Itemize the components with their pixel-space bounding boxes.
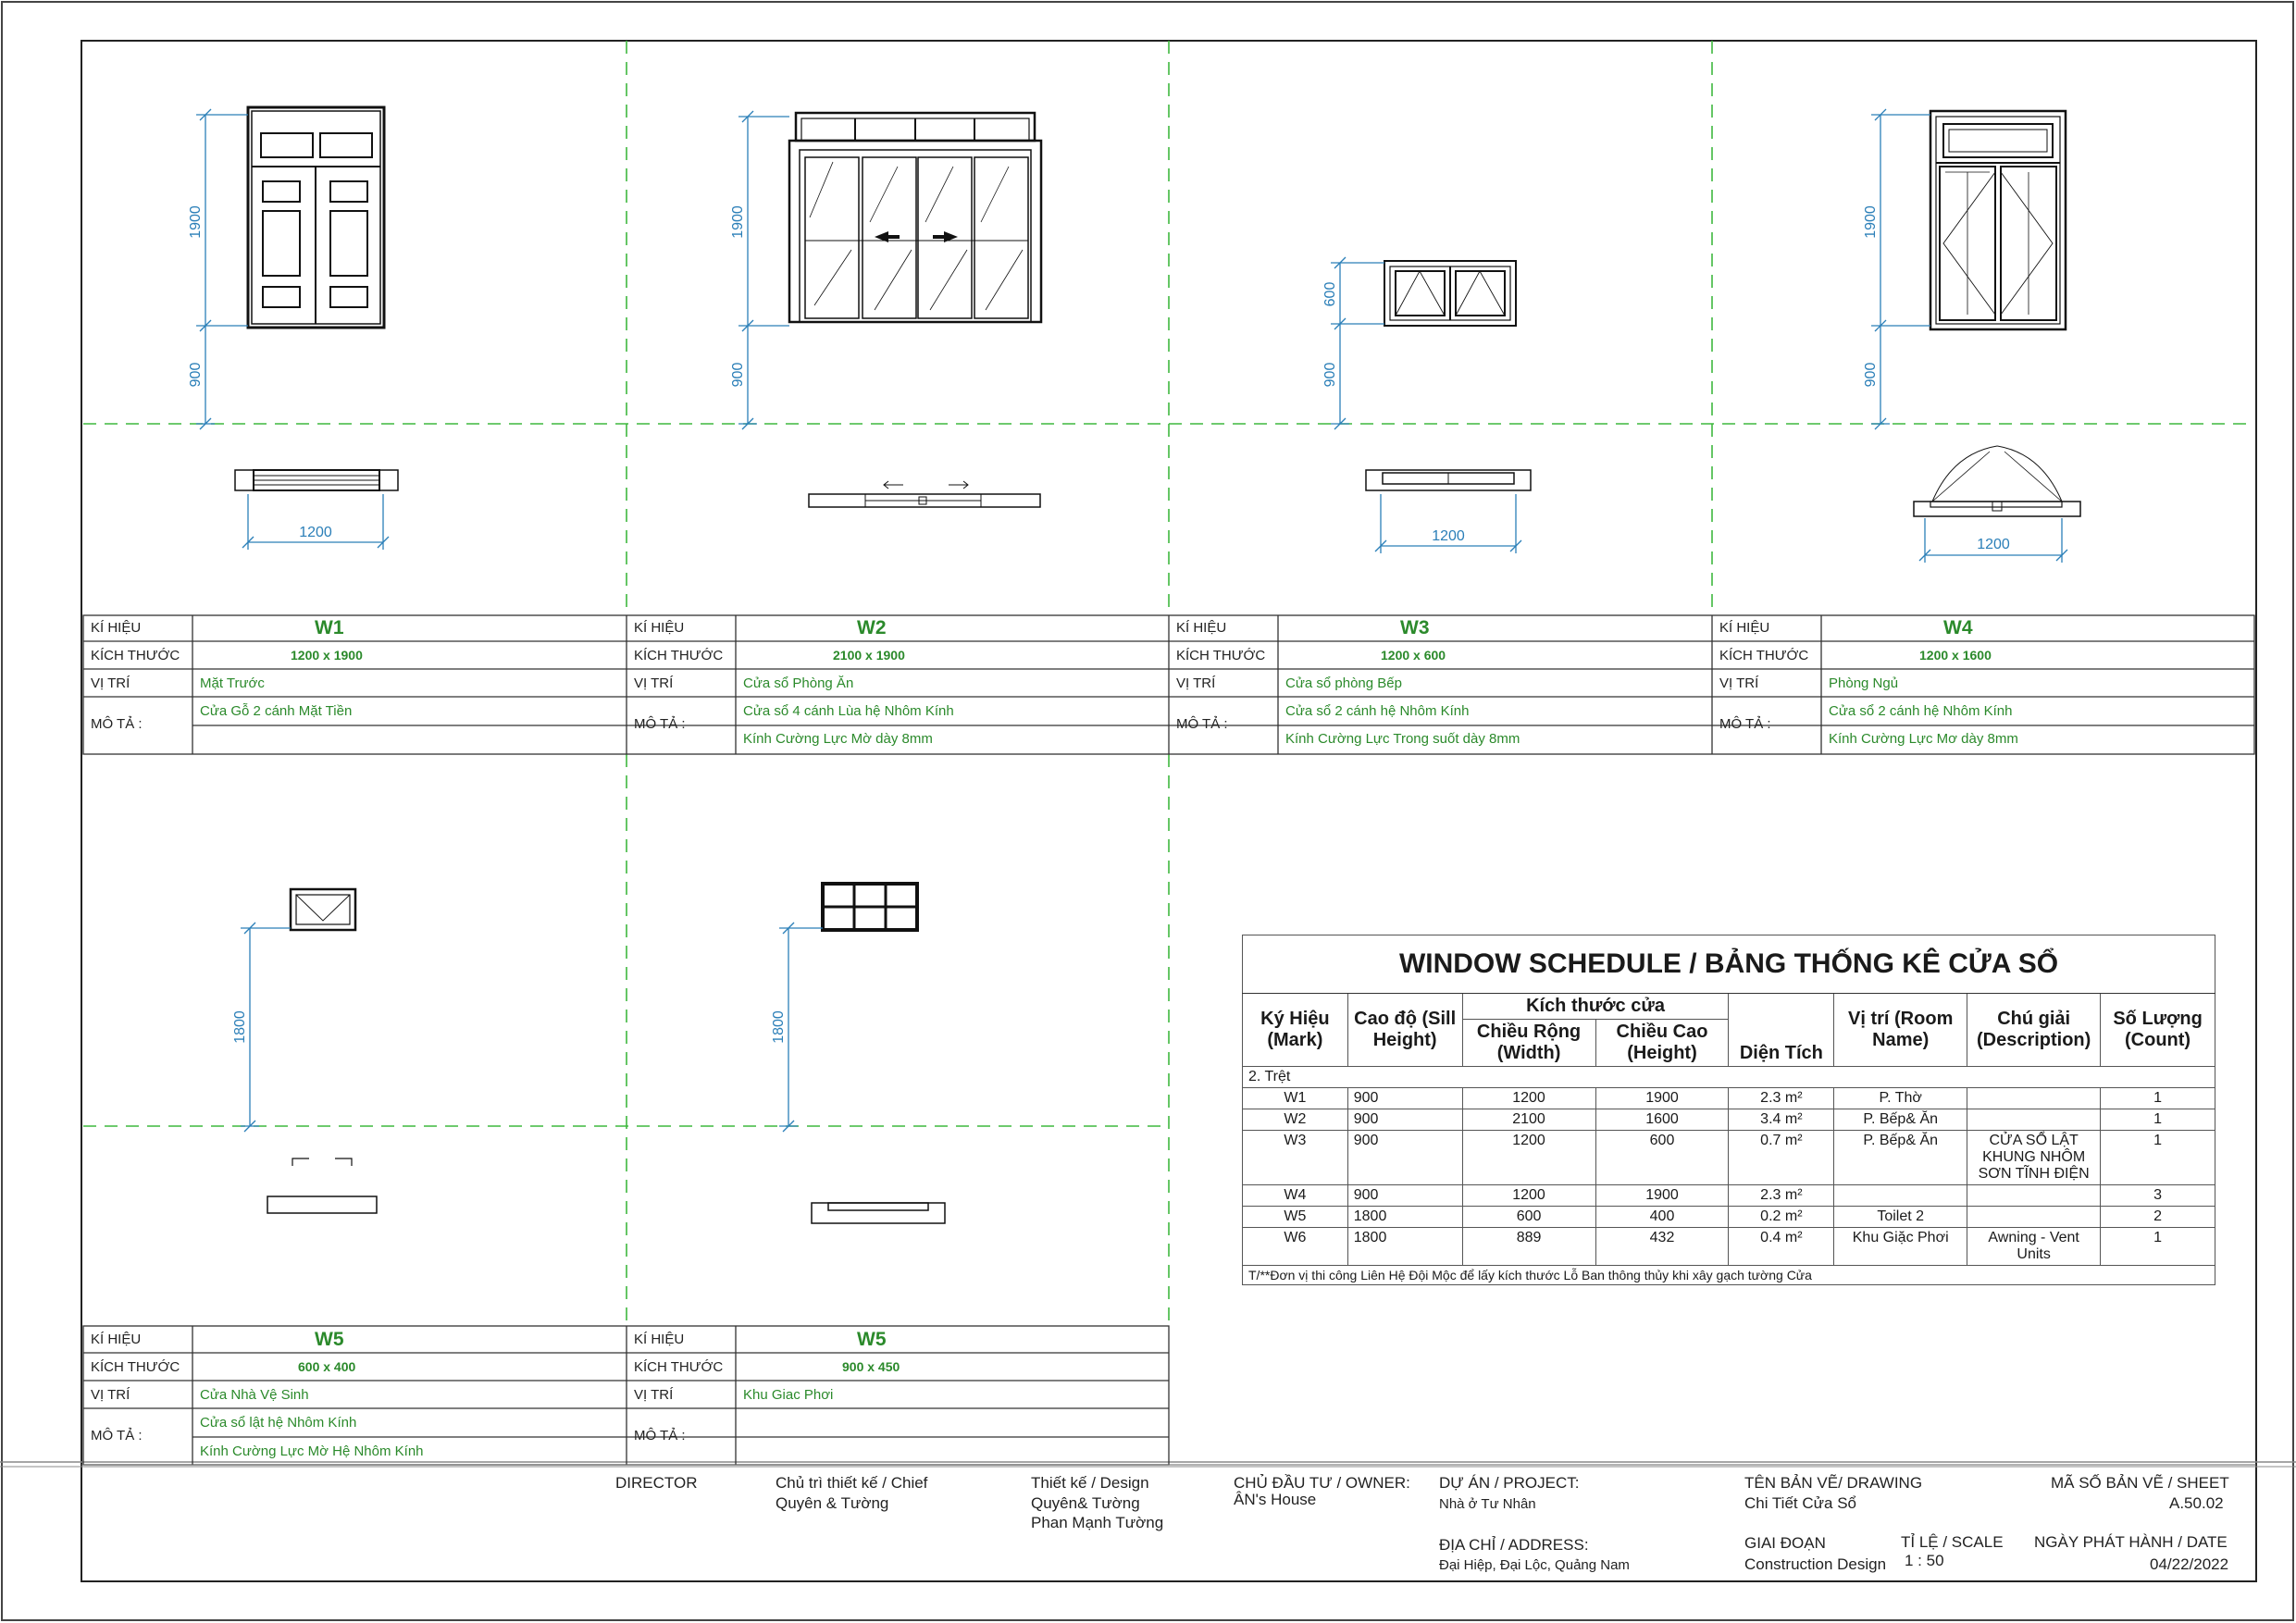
address-label: ĐỊA CHỈ / ADDRESS:	[1439, 1536, 1589, 1554]
w3-label-location: VỊ TRÍ	[1176, 675, 1216, 691]
cell-width: 889	[1462, 1228, 1595, 1266]
cell-sill: 900	[1347, 1109, 1462, 1131]
w5a-location: Cửa Nhà Vệ Sinh	[200, 1387, 309, 1403]
cell-height: 1900	[1595, 1088, 1729, 1109]
header-size-group: Kích thước cửa	[1462, 994, 1729, 1020]
cell-room: P. Bếp& Ăn	[1834, 1109, 1967, 1131]
w5a-desc1: Cửa sổ lật hệ Nhôm Kính	[200, 1415, 357, 1431]
cell-height: 400	[1595, 1207, 1729, 1228]
cell-count: 1	[2101, 1131, 2215, 1185]
w1-label-mark: KÍ HIỆU	[91, 620, 142, 636]
w5a-label-location: VỊ TRÍ	[91, 1387, 130, 1403]
w3-size: 1200 x 600	[1381, 648, 1446, 663]
w2-elevation	[789, 113, 1041, 322]
cell-area: 2.3 m²	[1729, 1088, 1834, 1109]
w3-location: Cửa sổ phòng Bếp	[1285, 675, 1402, 691]
w2-dim-sill: 900	[730, 362, 746, 388]
header-sill: Cao độ (Sill Height)	[1347, 994, 1462, 1067]
w4-dim-width: 1200	[1977, 537, 2010, 552]
owner-label: CHỦ ĐẦU TƯ / OWNER:	[1234, 1474, 1410, 1492]
cell-room: Khu Giặc Phơi	[1834, 1228, 1967, 1266]
w4-label-size: KÍCH THƯỚC	[1719, 648, 1809, 663]
w5a-elevation	[291, 889, 355, 930]
phase: Construction Design	[1744, 1555, 1887, 1573]
cell-sill: 1800	[1347, 1228, 1462, 1266]
table-row	[1243, 1109, 2215, 1131]
w2-plan	[809, 481, 1040, 507]
table-row	[1243, 1088, 2215, 1109]
w3-plan	[1366, 470, 1531, 490]
cell-width: 1200	[1462, 1131, 1595, 1185]
cell-mark: W3	[1243, 1131, 1348, 1185]
w5b-label-desc: MÔ TẢ :	[634, 1428, 686, 1443]
drawing-label: TÊN BẢN VẼ/ DRAWING	[1744, 1474, 1923, 1492]
w2-location: Cửa sổ Phòng Ăn	[743, 675, 854, 691]
schedule-title: WINDOW SCHEDULE / BẢNG THỐNG KÊ CỬA SỔ	[1243, 935, 2215, 994]
design-name-1: Quyên& Tường	[1031, 1494, 1140, 1512]
cell-mark: W5	[1243, 1207, 1348, 1228]
cell-count: 3	[2101, 1185, 2215, 1207]
cell-area: 0.4 m²	[1729, 1228, 1834, 1266]
cell-height: 1900	[1595, 1185, 1729, 1207]
w5b-label-size: KÍCH THƯỚC	[634, 1359, 724, 1375]
cell-width: 1200	[1462, 1088, 1595, 1109]
header-area: Diện Tích	[1729, 994, 1834, 1067]
cell-mark: W1	[1243, 1088, 1348, 1109]
w5b-plan	[812, 1203, 945, 1223]
w1-desc1: Cửa Gỗ 2 cánh Mặt Tiền	[200, 703, 353, 719]
schedule-note: T/**Đơn vị thi công Liên Hệ Đội Mộc để lấy kích thước Lỗ Ban thông thủy khi xây gạch tường Cửa	[1243, 1266, 2215, 1285]
w5b-mark: W5	[857, 1329, 887, 1350]
table-row	[1243, 1228, 2215, 1266]
date-label: NGÀY PHÁT HÀNH / DATE	[2034, 1533, 2228, 1551]
w3-dim-height: 600	[1322, 281, 1338, 307]
w3-desc2: Kính Cường Lực Trong suốt dày 8mm	[1285, 731, 1520, 747]
w2-label-size: KÍCH THƯỚC	[634, 648, 724, 663]
w1-label-size: KÍCH THƯỚC	[91, 648, 180, 663]
w3-label-size: KÍCH THƯỚC	[1176, 648, 1266, 663]
sheet-label: MÃ SỐ BẢN VẼ / SHEET	[2051, 1474, 2229, 1492]
w4-label-desc: MÔ TẢ :	[1719, 716, 1771, 732]
w5a-dim-sill: 1800	[232, 1010, 248, 1044]
cell-room	[1834, 1185, 1967, 1207]
w2-desc2: Kính Cường Lực Mờ dày 8mm	[743, 731, 933, 747]
cell-width: 600	[1462, 1207, 1595, 1228]
w3-mark: W3	[1400, 617, 1430, 638]
chief-label: Chủ trì thiết kế / Chief	[776, 1474, 928, 1492]
header-count: Số Lượng (Count)	[2101, 994, 2215, 1067]
cell-width: 1200	[1462, 1185, 1595, 1207]
cell-area: 0.2 m²	[1729, 1207, 1834, 1228]
address: Đại Hiệp, Đại Lộc, Quảng Nam	[1439, 1557, 1630, 1573]
w2-label-desc: MÔ TẢ :	[634, 716, 686, 732]
w4-size: 1200 x 1600	[1919, 648, 1992, 663]
w4-label-mark: KÍ HIỆU	[1719, 620, 1770, 636]
w1-dim-height: 1900	[188, 205, 204, 239]
w3-desc1: Cửa sổ 2 cánh hệ Nhôm Kính	[1285, 703, 1470, 719]
design-label: Thiết kế / Design	[1031, 1474, 1149, 1492]
w2-label-location: VỊ TRÍ	[634, 675, 674, 691]
cell-mark: W4	[1243, 1185, 1348, 1207]
cell-count: 2	[2101, 1207, 2215, 1228]
cell-area: 0.7 m²	[1729, 1131, 1834, 1185]
cell-count: 1	[2101, 1109, 2215, 1131]
chief-name: Quyên & Tường	[776, 1494, 889, 1512]
w1-location: Mặt Trước	[200, 675, 265, 691]
cell-room: Toilet 2	[1834, 1207, 1967, 1228]
cell-height: 600	[1595, 1131, 1729, 1185]
cell-desc	[1967, 1185, 2101, 1207]
w1-label-desc: MÔ TẢ :	[91, 716, 143, 732]
scale-label: TỈ LỆ / SCALE	[1901, 1533, 2004, 1551]
cell-room: P. Bếp& Ăn	[1834, 1131, 1967, 1185]
w3-label-desc: MÔ TẢ :	[1176, 716, 1228, 732]
w3-dim-width: 1200	[1432, 528, 1465, 544]
w1-dim-sill: 900	[188, 362, 204, 388]
w4-elevation	[1930, 111, 2066, 329]
table-row	[1243, 1185, 2215, 1207]
w2-mark: W2	[857, 617, 887, 638]
w5a-label-mark: KÍ HIỆU	[91, 1332, 142, 1347]
project-label: DỰ ÁN / PROJECT:	[1439, 1474, 1580, 1492]
window-schedule-table	[1242, 935, 2215, 1285]
w5a-label-desc: MÔ TẢ :	[91, 1428, 143, 1443]
w5b-dim-sill: 1800	[771, 1010, 787, 1044]
owner-name: ÂN's House	[1234, 1491, 1317, 1508]
w5a-plan	[267, 1158, 377, 1213]
w2-desc1: Cửa sổ 4 cánh Lùa hệ Nhôm Kính	[743, 703, 954, 719]
w3-elevation	[1384, 261, 1516, 326]
cell-sill: 900	[1347, 1131, 1462, 1185]
w5b-label-location: VỊ TRÍ	[634, 1387, 674, 1403]
w5b-size: 900 x 450	[842, 1359, 900, 1374]
drawing-name: Chi Tiết Cửa Sổ	[1744, 1494, 1856, 1512]
w4-dim-sill: 900	[1863, 362, 1879, 388]
header-width: Chiều Rộng (Width)	[1462, 1020, 1595, 1067]
w5b-elevation	[823, 884, 917, 930]
w2-label-mark: KÍ HIỆU	[634, 620, 685, 636]
header-mark: Ký Hiệu (Mark)	[1243, 994, 1348, 1067]
w1-size: 1200 x 1900	[291, 648, 363, 663]
cell-height: 432	[1595, 1228, 1729, 1266]
cell-mark: W2	[1243, 1109, 1348, 1131]
header-room: Vị trí (Room Name)	[1834, 994, 1967, 1067]
w5b-location: Khu Giac Phơi	[743, 1387, 834, 1403]
w4-dim-height: 1900	[1863, 205, 1879, 239]
cell-mark: W6	[1243, 1228, 1348, 1266]
phase-label: GIAI ĐOẠN	[1744, 1534, 1826, 1552]
w1-plan	[235, 470, 398, 490]
w5a-size: 600 x 400	[298, 1359, 356, 1374]
table-row	[1243, 1207, 2215, 1228]
header-desc: Chú giải (Description)	[1967, 994, 2101, 1067]
design-name-2: Phan Mạnh Tường	[1031, 1514, 1164, 1531]
w4-label-location: VỊ TRÍ	[1719, 675, 1759, 691]
w3-label-mark: KÍ HIỆU	[1176, 620, 1227, 636]
cell-width: 2100	[1462, 1109, 1595, 1131]
w4-plan	[1914, 446, 2080, 516]
cell-area: 2.3 m²	[1729, 1185, 1834, 1207]
w4-mark: W4	[1943, 617, 1973, 638]
cell-room: P. Thờ	[1834, 1088, 1967, 1109]
schedule-group-row: 2. Trệt	[1243, 1067, 2215, 1088]
w1-label-location: VỊ TRÍ	[91, 675, 130, 691]
w4-desc1: Cửa sổ 2 cánh hệ Nhôm Kính	[1829, 703, 2013, 719]
w1-mark: W1	[315, 617, 344, 638]
header-height: Chiều Cao (Height)	[1595, 1020, 1729, 1067]
w3-dim-sill: 900	[1322, 362, 1338, 388]
scale: 1 : 50	[1905, 1552, 1944, 1569]
cell-sill: 900	[1347, 1088, 1462, 1109]
w2-dim-height: 1900	[730, 205, 746, 239]
cell-desc	[1967, 1088, 2101, 1109]
cell-desc	[1967, 1207, 2101, 1228]
cell-desc: Awning - Vent Units	[1967, 1228, 2101, 1266]
cell-sill: 1800	[1347, 1207, 1462, 1228]
project-name: Nhà ở Tư Nhân	[1439, 1496, 1536, 1512]
cell-count: 1	[2101, 1228, 2215, 1266]
w4-location: Phòng Ngủ	[1829, 675, 1899, 691]
cell-desc	[1967, 1109, 2101, 1131]
w5b-label-mark: KÍ HIỆU	[634, 1332, 685, 1347]
w1-elevation	[248, 107, 384, 328]
w4-desc2: Kính Cường Lực Mơ dày 8mm	[1829, 731, 2018, 747]
w5a-label-size: KÍCH THƯỚC	[91, 1359, 180, 1375]
cell-desc: CỬA SỔ LẬT KHUNG NHÔM SƠN TĨNH ĐIỆN	[1967, 1131, 2101, 1185]
cell-height: 1600	[1595, 1109, 1729, 1131]
sheet-number: A.50.02	[2169, 1494, 2224, 1512]
cell-sill: 900	[1347, 1185, 1462, 1207]
table-row	[1243, 1131, 2215, 1185]
director-label: DIRECTOR	[615, 1474, 698, 1492]
w5a-desc2: Kính Cường Lực Mờ Hệ Nhôm Kính	[200, 1443, 424, 1459]
w5a-mark: W5	[315, 1329, 344, 1350]
issue-date: 04/22/2022	[2150, 1555, 2229, 1573]
w2-size: 2100 x 1900	[833, 648, 905, 663]
cell-count: 1	[2101, 1088, 2215, 1109]
w1-dim-width: 1200	[299, 525, 332, 540]
cell-area: 3.4 m²	[1729, 1109, 1834, 1131]
